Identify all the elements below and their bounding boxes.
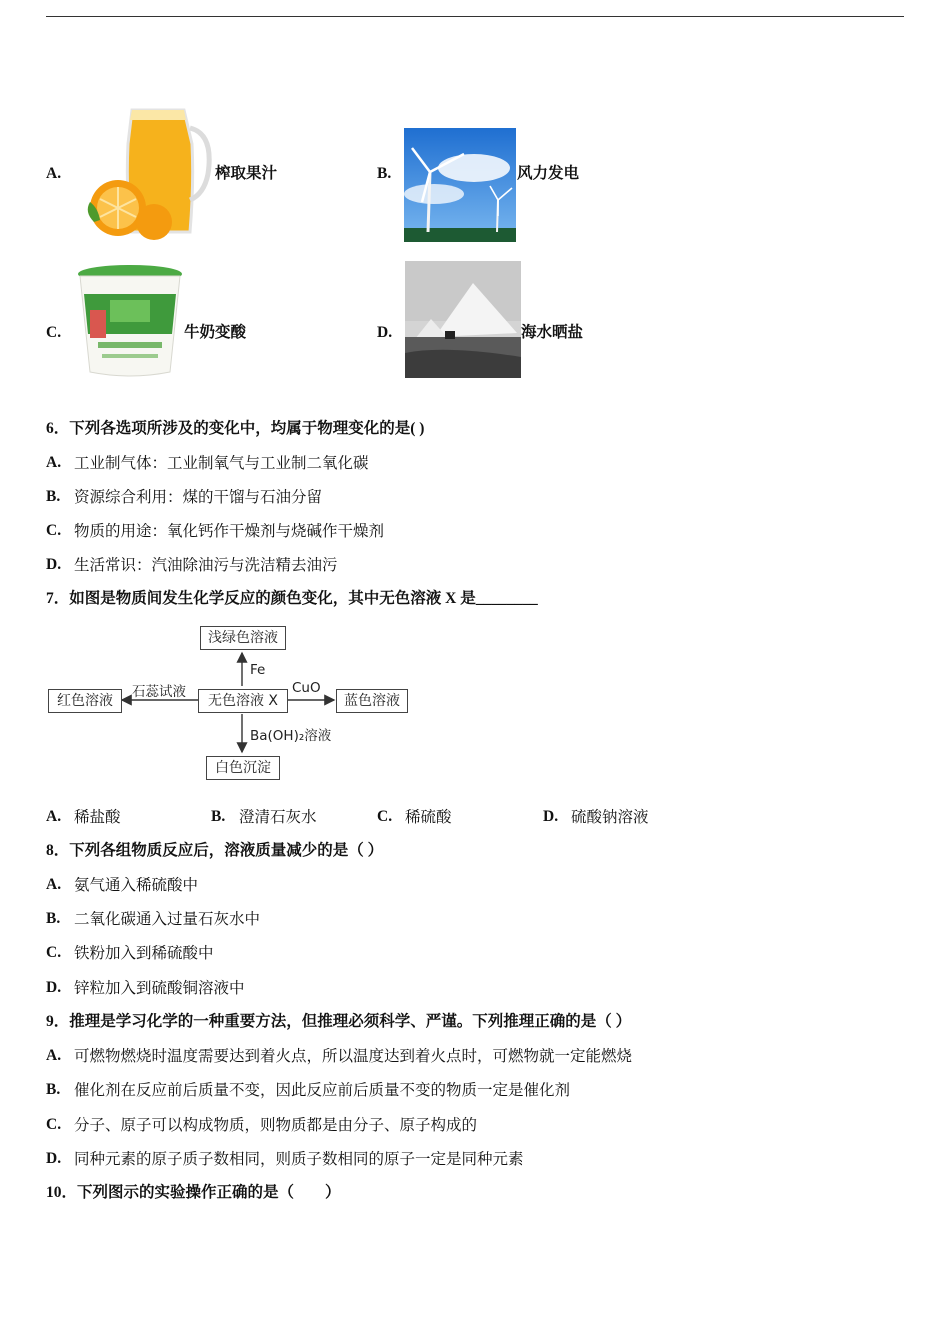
q6-stem: 6．下列各选项所涉及的变化中，均属于物理变化的是( ) [46, 420, 425, 437]
q5-option-a-letter: A. [46, 165, 62, 182]
box-left: 红色溶液 [48, 689, 122, 713]
q6-option-text: 物质的用途：氧化钙作干燥剂与烧碱作干燥剂 [74, 522, 385, 540]
q9-stem: 9．推理是学习化学的一种重要方法，但推理必须科学、严谨。下列推理正确的是（ ） [46, 1013, 632, 1030]
q7-option-letter: A. [46, 808, 62, 825]
q6-option-text: 资源综合利用：煤的干馏与石油分留 [74, 488, 323, 506]
wind-turbine-image [404, 128, 516, 242]
q8-option-text: 氨气通入稀硫酸中 [74, 876, 199, 894]
q5-option-d-letter: D. [377, 324, 393, 341]
q6-option-letter: A. [46, 454, 62, 471]
q9-option-letter: C. [46, 1116, 62, 1133]
label-left: 石蕊试液 [132, 684, 186, 700]
q8-option-letter: A. [46, 876, 62, 893]
q8-stem: 8．下列各组物质反应后，溶液质量减少的是（ ） [46, 842, 384, 859]
q9-option-text: 可燃物燃烧时温度需要达到着火点，所以温度达到着火点时，可燃物就一定能燃烧 [74, 1047, 633, 1065]
q5-option-c-letter: C. [46, 324, 62, 341]
q8-option-text: 二氧化碳通入过量石灰水中 [74, 910, 261, 928]
box-center: 无色溶液 X [198, 689, 288, 713]
q8-option-letter: B. [46, 910, 61, 927]
box-top: 浅绿色溶液 [200, 626, 286, 650]
q9-option-letter: D. [46, 1150, 62, 1167]
q9-option-text: 催化剂在反应前后质量不变，因此反应前后质量不变的物质一定是催化剂 [74, 1081, 571, 1099]
q7-option-text: 澄清石灰水 [239, 808, 317, 826]
q7-option-letter: B. [211, 808, 226, 825]
q8-option-letter: D. [46, 979, 62, 996]
q7-option-letter: C. [377, 808, 393, 825]
box-right: 蓝色溶液 [336, 689, 408, 713]
q7-option-letter: D. [543, 808, 559, 825]
q10-stem: 10．下列图示的实验操作正确的是（ ） [46, 1184, 341, 1201]
q9-option-letter: A. [46, 1047, 62, 1064]
q5-option-b-text: 风力发电 [517, 165, 580, 182]
q5-option-c-text: 牛奶变酸 [184, 324, 247, 341]
label-top: Fe [250, 662, 266, 678]
q7-option-text: 稀硫酸 [405, 808, 452, 826]
label-right: CuO [292, 680, 321, 696]
q6-option-letter: C. [46, 522, 62, 539]
juice-pitcher-image [80, 104, 214, 242]
label-bottom: Ba(OH)₂溶液 [250, 728, 332, 744]
q7-option-text: 稀盐酸 [74, 808, 121, 826]
q6-option-text: 生活常识：汽油除油污与洗洁精去油污 [74, 556, 338, 574]
q6-option-letter: D. [46, 556, 62, 573]
q5-option-b-letter: B. [377, 165, 392, 182]
header-rule [46, 16, 904, 17]
q9-option-text: 分子、原子可以构成物质，则物质都是由分子、原子构成的 [74, 1116, 478, 1134]
q9-option-text: 同种元素的原子质子数相同，则质子数相同的原子一定是同种元素 [74, 1150, 524, 1168]
q9-option-letter: B. [46, 1081, 61, 1098]
q7-option-text: 硫酸钠溶液 [571, 808, 649, 826]
q8-option-letter: C. [46, 944, 62, 961]
q7-stem: 7．如图是物质间发生化学反应的颜色变化，其中无色溶液 X 是________ [46, 590, 538, 607]
q8-option-text: 铁粉加入到稀硫酸中 [74, 944, 214, 962]
salt-pile-image [405, 261, 521, 378]
box-bottom: 白色沉淀 [206, 756, 280, 780]
reaction-diagram [40, 620, 420, 790]
q6-option-letter: B. [46, 488, 61, 505]
q5-option-d-text: 海水晒盐 [521, 324, 584, 341]
q5-option-a-text: 榨取果汁 [215, 165, 278, 182]
q8-option-text: 锌粒加入到硫酸铜溶液中 [74, 979, 245, 997]
q6-option-text: 工业制气体：工业制氧气与工业制二氧化碳 [74, 454, 369, 472]
yogurt-cup-image [76, 264, 184, 380]
